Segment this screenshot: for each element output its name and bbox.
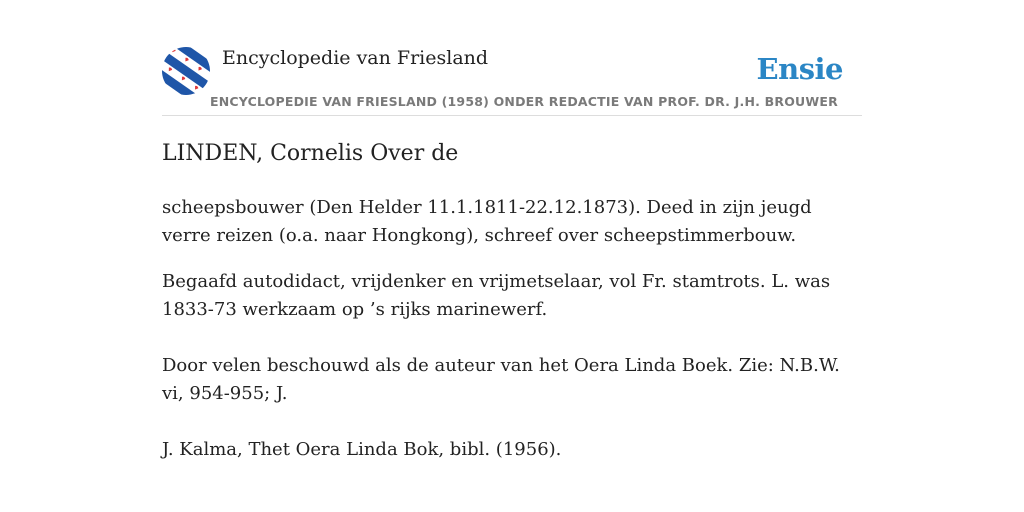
article-paragraph: scheepsbouwer (Den Helder 11.1.1811-22.12.1873). Deed in zijn jeugd verre reizen (o.a. naar Hongkong), schreef over scheepstimmerbouw. (162, 197, 812, 246)
site-title[interactable]: Encyclopedie van Friesland (222, 47, 489, 69)
article-body (162, 194, 862, 464)
brand-logo[interactable]: Ensie (756, 52, 843, 86)
article-headword: LINDEN, Cornelis Over de (162, 141, 459, 166)
article-paragraph: J. Kalma, Thet Oera Linda Bok, bibl. (1956). (162, 439, 562, 460)
header-divider (162, 115, 862, 116)
source-subtitle: ENCYCLOPEDIE VAN FRIESLAND (1958) ONDER REDACTIE VAN PROF. DR. J.H. BROUWER (210, 94, 838, 109)
article-paragraph: Begaafd autodidact, vrijdenker en vrijmetselaar, vol Fr. stamtrots. L. was 1833-73 werkzaam op ’s rijks marinewerf. (162, 271, 831, 320)
article-paragraph: Door velen beschouwd als de auteur van het Oera Linda Boek. Zie: N.B.W. vi, 954-955; J. (162, 355, 840, 404)
frisian-flag-icon[interactable] (162, 47, 210, 95)
